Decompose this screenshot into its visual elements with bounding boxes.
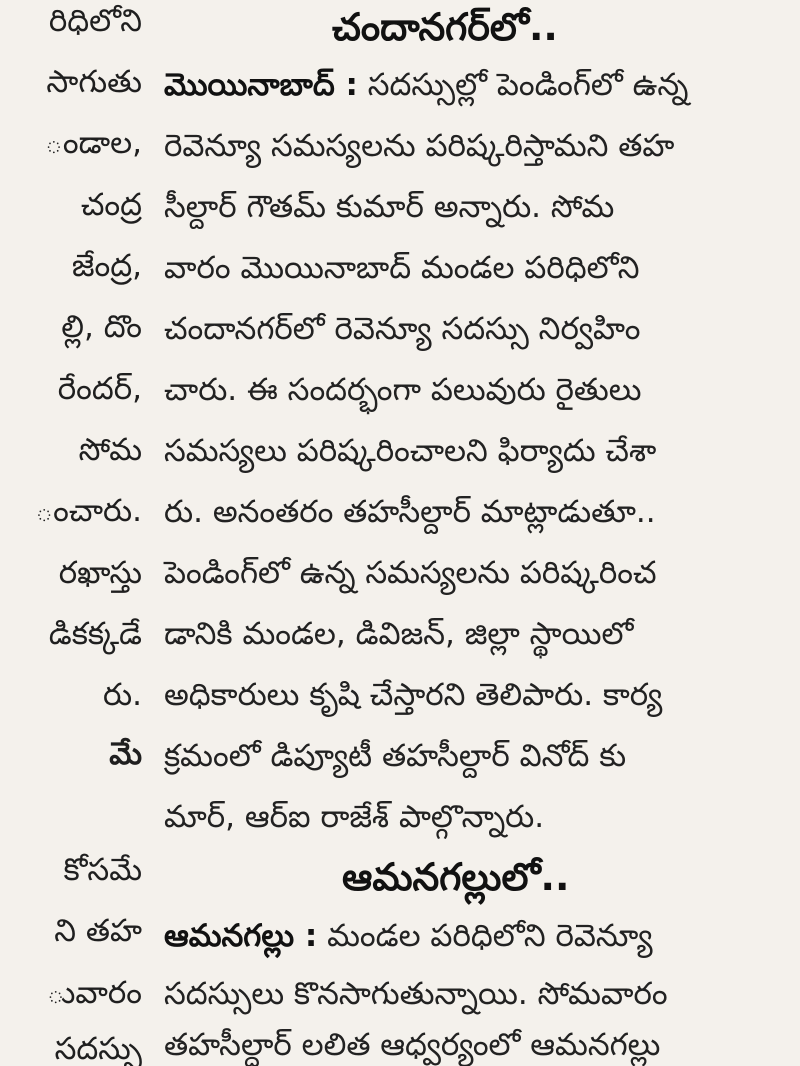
article-line: మార్, ఆర్ఐ రాజేశ్ పాల్గొన్నారు.: [164, 799, 545, 835]
left-column-line: ని తహ: [54, 913, 142, 949]
left-column-line: కోసమే: [63, 852, 142, 888]
left-column-line: సోమ: [78, 432, 142, 468]
article-line: చందానగర్‌లో రెవెన్యూ సదస్సు నిర్వహిం: [164, 311, 641, 347]
article-line: రు. అనంతరం తహసీల్దార్ మాట్లాడుతూ..: [164, 494, 656, 530]
article-line: సమస్యలు పరిష్కరించాలని ఫిర్యాదు చేశా: [164, 433, 657, 469]
article-line-text: మండల పరిధిలోని రెవెన్యూ: [327, 918, 653, 954]
left-column-line: జేంద్ర,: [71, 248, 142, 284]
article-line: తహసీల్దార్ లలిత ఆధ్వర్యంలో ఆమనగల్లు: [164, 1027, 661, 1063]
article-line: రెవెన్యూ సమస్యలను పరిష్కరిస్తామని తహ: [164, 128, 675, 164]
left-column-line: ువారం: [46, 975, 142, 1011]
article-headline: ఆమనగల్లులో..: [342, 855, 570, 899]
left-column-line: ంచారు.: [35, 493, 142, 529]
article-line: పెండింగ్‌లో ఉన్న సమస్యలను పరిష్కరించ: [164, 555, 657, 591]
article-headline: చందానగర్‌లో..: [332, 5, 558, 49]
left-column-line: రేందర్,: [57, 371, 142, 407]
article-dateline: మొయినాబాద్‌ :: [164, 67, 358, 103]
left-column-line: సదస్సు: [54, 1031, 142, 1066]
left-column-line: డికక్కడే: [48, 616, 142, 652]
left-column-line: ండాల,: [44, 125, 142, 161]
article-line: [164, 918, 653, 954]
left-column-line: ల్లి, దొం: [61, 309, 142, 345]
left-column-line: సాగుతు: [46, 64, 142, 100]
left-column-line: రిధిలోని: [48, 3, 142, 39]
article-line: అధికారులు కృషి చేస్తారని తెలిపారు. కార్య: [164, 677, 663, 713]
article-line: డానికి మండల, డివిజన్, జిల్లా స్థాయిలో: [164, 616, 634, 652]
article-line: సదస్సులు కొనసాగుతున్నాయి. సోమవారం: [164, 976, 668, 1012]
right-column: [162, 0, 794, 1066]
left-column-line: రు.: [103, 677, 142, 713]
article-line: [164, 67, 689, 103]
article-dateline: ఆమనగల్లు :: [164, 918, 318, 954]
article-line: క్రమంలో డిప్యూటీ తహసీల్దార్ వినోద్ కు: [164, 738, 627, 774]
article-line: చారు. ఈ సందర్భంగా పలువురు రైతులు: [164, 372, 642, 408]
left-column-line: రఖాస్తు: [58, 555, 142, 591]
left-column: [0, 0, 150, 1066]
left-column-subheading: మే: [109, 736, 142, 772]
article-line-text: సదస్సుల్లో పెండింగ్‌లో ఉన్న: [367, 67, 689, 103]
article-line: సీల్దార్ గౌతమ్ కుమార్ అన్నారు. సోమ: [164, 189, 615, 225]
article-line: వారం మొయినాబాద్ మండల పరిధిలోని: [164, 250, 640, 286]
left-column-line: చంద్ర: [80, 187, 142, 223]
